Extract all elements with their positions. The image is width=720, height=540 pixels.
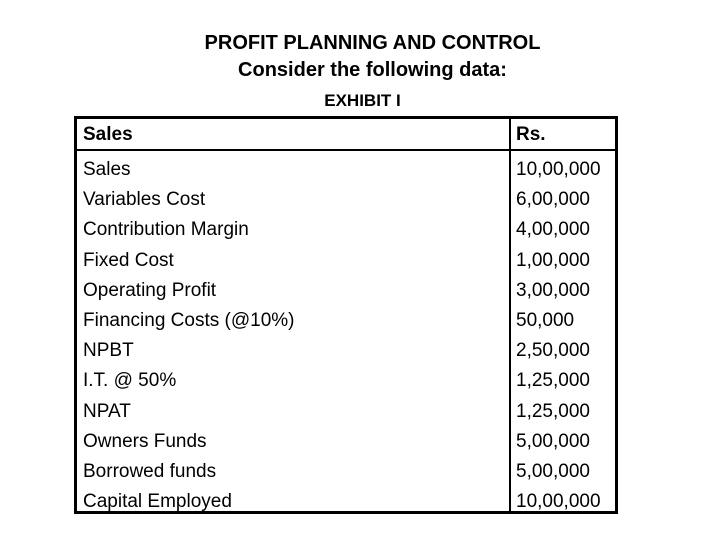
header-divider	[77, 149, 615, 151]
row-amount: 1,00,000	[516, 249, 590, 271]
row-label: NPBT	[83, 340, 134, 362]
row-amount: 3,00,000	[516, 279, 590, 301]
row-label: Borrowed funds	[83, 460, 217, 482]
row-amount: 4,00,000	[516, 219, 590, 241]
data-table	[74, 116, 618, 514]
row-amount: 50,000	[516, 309, 575, 331]
row-amount: 2,50,000	[516, 340, 590, 362]
page-title: PROFIT PLANNING AND CONTROL	[204, 32, 541, 54]
amount-column	[516, 155, 601, 517]
row-amount: 5,00,000	[516, 460, 590, 482]
row-label: I.T. @ 50%	[83, 370, 177, 392]
row-label: NPAT	[83, 400, 131, 422]
header-amount: Rs.	[516, 124, 546, 145]
row-amount: 10,00,000	[516, 491, 601, 513]
header-item: Sales	[83, 124, 133, 145]
row-label: Contribution Margin	[83, 219, 249, 241]
column-divider	[509, 119, 511, 511]
row-amount: 1,25,000	[516, 370, 590, 392]
row-label: Fixed Cost	[83, 249, 174, 271]
row-label: Capital Employed	[83, 491, 232, 513]
row-label: Operating Profit	[83, 279, 217, 301]
row-amount: 6,00,000	[516, 189, 590, 211]
row-amount: 10,00,000	[516, 159, 601, 180]
row-label: Financing Costs (@10%)	[83, 309, 295, 331]
item-column	[83, 155, 294, 517]
row-label: Sales	[83, 159, 131, 180]
row-label: Owners Funds	[83, 430, 207, 452]
row-label: Variables Cost	[83, 189, 206, 211]
row-amount: 5,00,000	[516, 430, 590, 452]
row-amount: 1,25,000	[516, 400, 590, 422]
page-subtitle: Consider the following data:	[238, 59, 507, 81]
exhibit-label: EXHIBIT I	[324, 91, 401, 110]
